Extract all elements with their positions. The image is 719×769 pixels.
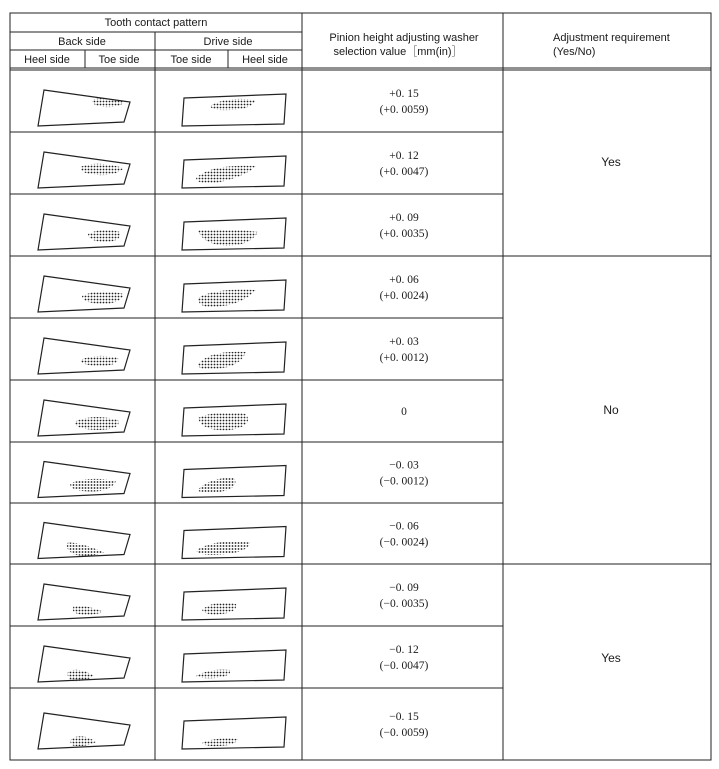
washer-value-mm: +0. 15: [389, 88, 419, 100]
drive-side-pattern: [182, 156, 286, 188]
washer-value-mm: −0. 15: [389, 711, 419, 723]
back-side-pattern: [38, 400, 130, 436]
washer-value-in: (−0. 0035): [379, 598, 429, 610]
tooth-outline: [182, 94, 286, 126]
header-washer-value-line2: selection value［mm(in)］: [333, 46, 463, 58]
washer-value-in: (−0. 0047): [379, 660, 429, 672]
back-side-pattern: [38, 90, 130, 126]
back-side-pattern: [38, 713, 130, 749]
tooth-outline: [38, 338, 130, 374]
drive-side-pattern: [182, 588, 286, 620]
drive-side-pattern: [182, 466, 286, 498]
pattern-rows: [38, 88, 428, 749]
header-washer-value-line1: Pinion height adjusting washer: [329, 32, 479, 44]
washer-value-mm: +0. 12: [389, 150, 419, 162]
back-side-pattern: [38, 646, 130, 682]
tooth-outline: [38, 462, 130, 498]
washer-value-in: (−0. 0024): [379, 536, 429, 549]
header-tooth-contact-pattern: Tooth contact pattern: [104, 17, 208, 29]
washer-value-in: (−0. 0012): [379, 475, 429, 488]
back-side-pattern: [38, 584, 130, 620]
header-toe-side-drive: Toe side: [170, 54, 212, 66]
tooth-outline: [182, 717, 286, 749]
back-side-pattern: [38, 214, 130, 250]
header-heel-side-drive: Heel side: [242, 54, 288, 66]
washer-value-mm: +0. 06: [389, 274, 419, 286]
back-side-pattern: [38, 462, 130, 498]
washer-value-mm: −0. 06: [389, 520, 419, 533]
drive-side-pattern: [182, 342, 286, 374]
tooth-outline: [38, 584, 130, 620]
washer-value-mm: 0: [401, 406, 407, 418]
drive-side-pattern: [182, 527, 286, 559]
washer-value-in: (−0. 0059): [379, 727, 429, 739]
header-adjustment-line2: (Yes/No): [553, 46, 596, 58]
header-heel-side-back: Heel side: [24, 54, 70, 66]
back-side-pattern: [38, 276, 130, 312]
washer-value-mm: +0. 03: [389, 336, 419, 348]
drive-side-pattern: [182, 94, 286, 126]
washer-value-in: (+0. 0047): [379, 166, 429, 178]
header-drive-side: Drive side: [203, 36, 253, 48]
header-toe-side-back: Toe side: [98, 54, 140, 66]
header-adjustment-line1: Adjustment requirement: [553, 32, 670, 44]
header-back-side: Back side: [58, 36, 106, 48]
adjustment-yes-upper: Yes: [601, 155, 621, 169]
back-side-pattern: [38, 152, 130, 188]
drive-side-pattern: [182, 404, 286, 436]
adjustment-no: No: [603, 403, 619, 417]
table-grid: [10, 13, 711, 760]
drive-side-pattern: [182, 650, 286, 682]
washer-value-mm: −0. 03: [389, 459, 419, 472]
washer-value-in: (+0. 0012): [379, 352, 429, 364]
washer-value-in: (+0. 0059): [379, 104, 429, 116]
washer-value-in: (+0. 0035): [379, 228, 429, 240]
washer-value-mm: −0. 12: [389, 644, 419, 656]
adjustment-yes-lower: Yes: [601, 651, 621, 665]
drive-side-pattern: [182, 218, 286, 250]
washer-value-mm: −0. 09: [389, 582, 419, 594]
back-side-pattern: [38, 338, 130, 374]
washer-value-in: (+0. 0024): [379, 290, 429, 302]
back-side-pattern: [38, 523, 130, 559]
drive-side-pattern: [182, 280, 286, 312]
drive-side-pattern: [182, 717, 286, 749]
tooth-outline: [182, 650, 286, 682]
washer-value-mm: +0. 09: [389, 212, 419, 224]
tooth-outline: [38, 90, 130, 126]
tooth-outline: [38, 400, 130, 436]
